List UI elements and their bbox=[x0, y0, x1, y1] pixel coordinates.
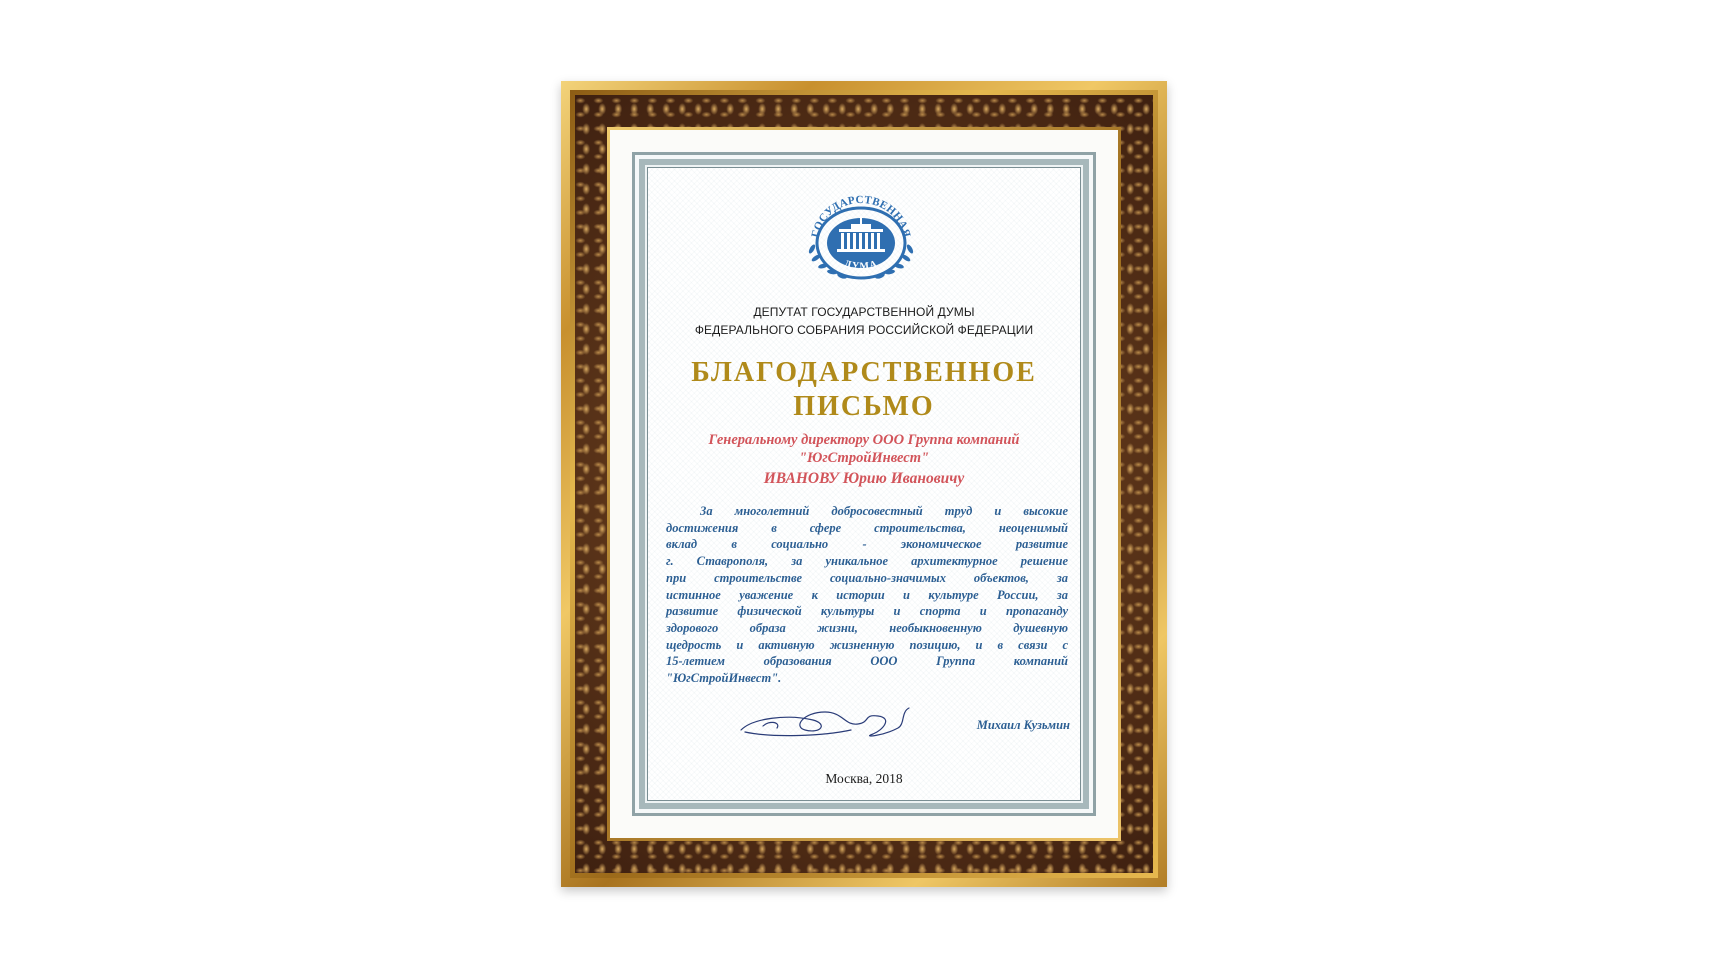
place-and-date: Москва, 2018 bbox=[825, 771, 903, 786]
body-line: достижения в сфере строительства, неоценимый bbox=[666, 520, 1068, 535]
body-line: 15-летием образования ООО Группа компаний bbox=[666, 654, 1068, 669]
state-duma-emblem-icon bbox=[796, 191, 926, 281]
issuer-line-2: ФЕДЕРАЛЬНОГО СОБРАНИЯ РОССИЙСКОЙ ФЕДЕРАЦИИ bbox=[694, 323, 1034, 337]
body-line: щедрость и активную жизненную позицию, и в связи с bbox=[666, 637, 1068, 652]
body-line: истинное уважение к истории и культуре России, за bbox=[666, 587, 1068, 602]
recipient-position: Генеральному директору ООО Группа компаний bbox=[708, 432, 1020, 448]
letter-body bbox=[666, 503, 1068, 687]
handwritten-signature-icon bbox=[733, 700, 923, 742]
body-line: вклад в социально - экономическое развитие bbox=[666, 537, 1068, 552]
body-line: здорового образа жизни, необыкновенную душевную bbox=[666, 620, 1068, 635]
body-line: развитие физической культуры и спорта и пропаганду bbox=[666, 604, 1068, 619]
svg-text:ГОСУДАРСТВЕННАЯ: ГОСУДАРСТВЕННАЯ bbox=[809, 193, 913, 239]
body-line: "ЮгСтройИнвест". bbox=[666, 671, 782, 686]
svg-text:ДУМА: ДУМА bbox=[842, 258, 880, 273]
recipient-name: ИВАНОВУ Юрию Ивановичу bbox=[763, 470, 965, 487]
document-title-line-1: БЛАГОДАРСТВЕННОЕ bbox=[691, 357, 1037, 388]
body-line: при строительстве социально-значимых объектов, за bbox=[666, 570, 1068, 585]
document-title-line-2: ПИСЬМО bbox=[793, 391, 935, 422]
body-line: г. Ставрополя, за уникальное архитектурное решение bbox=[666, 554, 1068, 569]
body-line: За многолетний добросовестный труд и высокие bbox=[700, 504, 1068, 518]
issuer-line-1: ДЕПУТАТ ГОСУДАРСТВЕННОЙ ДУМЫ bbox=[753, 305, 975, 319]
signer-name: Михаил Кузьмин bbox=[976, 718, 1070, 732]
recipient-company: "ЮгСтройИнвест" bbox=[798, 450, 930, 466]
